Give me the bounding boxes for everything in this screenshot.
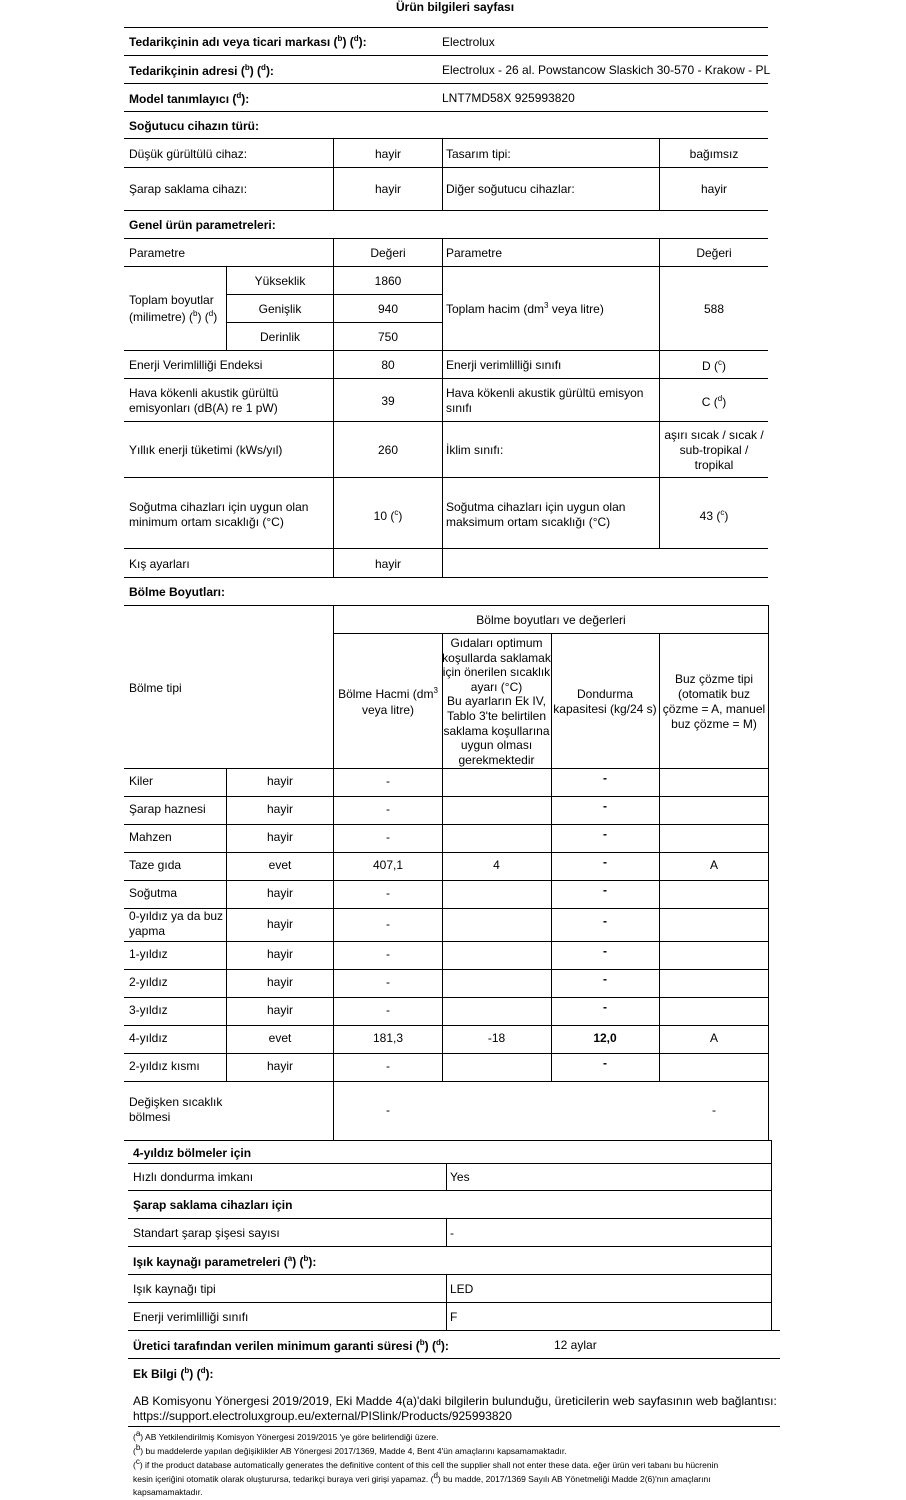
header-line: kapasitesi (kg/24 s) [553,702,657,716]
compartment-name: 1-yıldız [129,947,168,961]
divider [128,1330,780,1331]
extra-info-link[interactable]: https://support.electroluxgroup.eu/external/PISlink/Products/925993820 [133,1409,512,1423]
noise-class-label-2: sınıfı [446,401,473,415]
supplier-name-label: Tedarikçinin adı veya ticari markası ($^b$) ($^d$): [129,34,367,49]
compartment-name: Mahzen [129,830,172,844]
compartment-freezing-capacity: - [603,913,607,928]
model-value: LNT7MD58X 925993820 [442,91,575,105]
max-temp-label-2: maksimum ortam sıcaklığı (°C) [446,515,611,529]
warranty-label: Üretici tarafından verilen minimum garanti süresi ($^b$) ($^d$): [133,1338,449,1353]
divider [659,238,660,548]
compartment-defrost-type: - [712,1102,716,1117]
divider [124,768,768,769]
compartment-volume: - [386,1003,390,1017]
header-line: ayarı (°C) [470,679,523,694]
noise-class-label: Hava kökenli akustik gürültü emisyon [446,386,644,400]
depth-label: Derinlik [259,330,300,344]
divider [124,941,768,942]
divider [128,1246,772,1247]
divider [124,969,768,970]
compartment-name: 4-yıldız [129,1031,168,1045]
divider [333,605,334,1140]
noise-label: Hava kökenli akustik gürültü [129,386,279,400]
compartment-defrost-type: A [709,1031,718,1045]
compartment-type-header: Bölme tipi [129,681,182,695]
supplier-address-value: Electrolux - 26 al. Powstancow Slaskich 30-570 - Krakow - PL [442,63,771,77]
climate-class-value: aşırı sıcak / sıcak / [664,428,764,442]
compartment-present: hayir [266,802,293,816]
divider [128,1302,772,1303]
compartment-volume: - [386,916,390,931]
compartment-name: Değişken sıcaklık [129,1094,223,1109]
climate-class-label: İklim sınıfı: [446,443,504,457]
compartment-volume: 181,3 [372,1031,404,1045]
other-appliance-value: hayir [700,182,727,196]
light-class-label: Enerji verimlilliği sınıfı [133,1310,249,1324]
compartment-temperature: -18 [487,1031,506,1045]
compartment-name: 2-yıldız [129,975,168,989]
divider [226,322,442,323]
compartment-present: hayir [266,916,293,931]
divider [442,768,443,1081]
annual-energy-value: 260 [377,443,399,457]
divider [124,378,768,379]
energy-class-label: Enerji verimlilliği sınıfı [446,358,562,372]
compartment-present: evet [268,1031,292,1045]
compartment-freezing-capacity: - [603,972,607,986]
header-line: için önerilen sıcaklık [442,665,551,680]
divider [124,350,768,351]
compartment-name: 0-yıldız ya da buz [129,908,224,923]
compartment-freezing-capacity: - [603,827,607,841]
noise-label-2: emisyonları (dB(A) re 1 pW) [129,401,278,415]
light-heading: Işık kaynağı parametreleri ($^a$) ($^b$): [133,1254,317,1269]
compartment-present: hayir [266,947,293,961]
divider [124,997,768,998]
light-type-label: Işık kaynağı tipi [133,1282,216,1296]
appliance-type-heading: Soğutucu cihazın türü: [129,119,259,133]
wine-appliance-label: Şarap saklama cihazı: [129,182,248,196]
divider [659,633,660,768]
footnote-c-2: kesin içeriğini otomatik olarak oluşturursa, tedarikçi buraya veri girişi yapamaz. ($^d$) bu madde, 2017/1369 Sayılı AB Yönetmeliği Madde 2(6)'nın amaçlarını [133,1471,711,1484]
footnote-c-3: kapsamamaktadır. [133,1487,203,1497]
compartment-present: hayir [266,1059,293,1073]
divider [124,421,768,422]
fast-freeze-label: Hızlı dondurma imkanı [133,1170,254,1184]
divider [124,605,768,606]
compartment-temperature: 4 [493,858,500,872]
compartment-name: Soğutma [129,886,178,900]
compartment-volume: - [386,830,390,844]
divider [124,55,768,56]
compartment-volume: - [386,802,390,816]
divider [442,238,443,577]
other-appliance-label: Diğer soğutucu cihazlar: [446,182,575,196]
compartment-name: 3-yıldız [129,1003,168,1017]
divider [128,1358,780,1359]
footnote-c: ($^c$) if the product database automatically generates the definitive content of this cell the supplier shall not enter these data. eğer ürün veri tabanı bu hücrenin [133,1457,719,1470]
compartment-present: hayir [266,830,293,844]
divider [551,633,552,768]
page-title: Ürün bilgileri sayfası [396,0,515,14]
compartment-name: Kiler [129,774,154,788]
dimensions-label: Toplam boyutlar [129,293,214,307]
header-line: (otomatik buz [677,687,751,701]
energy-class-value: D ($^c$) [702,358,726,373]
eei-label: Enerji Verimlilliği Endeksi [129,358,263,372]
depth-value: 750 [377,330,399,344]
supplier-address-label: Tedarikçinin adresi ($^b$) ($^d$): [129,63,274,78]
compartment-name-2: yapma [129,923,166,938]
supplier-name-value: Electrolux [442,35,495,49]
divider [226,266,227,350]
divider [442,633,443,768]
compartment-present: hayir [266,774,293,788]
divider [551,768,552,1081]
header-line: gerekmektedir [458,752,535,767]
divider [124,548,768,549]
compartment-volume: 407,1 [372,858,404,872]
model-label: Model tanımlayıcı ($^d$): [129,91,250,106]
divider [124,852,768,853]
header-line: buz çözme = M) [671,717,757,731]
divider [333,238,334,577]
compartment-volume: - [386,975,390,989]
compartment-group-header: Bölme boyutları ve değerleri [476,613,626,627]
divider [124,27,768,28]
total-volume-value: 588 [703,302,725,316]
divider [124,796,768,797]
width-label: Genişlik [258,302,302,316]
col-value-header: Değeri [370,246,406,260]
compartment-volume: - [386,947,390,961]
compartment-name: 2-yıldız kısmı [129,1059,200,1073]
wine-bottles-label: Standart şarap şişesi sayısı [133,1226,280,1240]
low-noise-value: hayir [374,147,401,161]
compartment-freezing-capacity: - [603,771,607,785]
annual-energy-label: Yıllık enerji tüketimi (kWs/yıl) [129,443,283,457]
compartment-volume: - [386,886,390,900]
col-param-header: Parametre [446,246,503,260]
min-temp-label: Soğutma cihazları için uygun olan [129,500,309,514]
compartments-heading: Bölme Boyutları: [129,585,226,599]
eei-value: 80 [381,358,395,372]
compartment-volume-header: Bölme Hacmi ($dm^3$ [338,686,438,701]
header-line: Gıdaları optimum [450,636,543,650]
divider [333,138,334,210]
header-line: uygun olması [460,738,533,753]
divider [124,210,768,211]
dimensions-unit-label: (milimetre) ($^b$) ($^d$) [129,309,218,324]
wine-heading: Şarap saklama cihazları için [133,1198,293,1212]
divider [659,138,660,210]
col-param-header: Parametre [129,246,186,260]
compartment-volume: - [386,1102,390,1117]
low-noise-label: Düşük gürültülü cihaz: [129,147,248,161]
divider [124,1053,768,1054]
extra-info-text: AB Komisyonu Yönergesi 2019/2019, Eki Madde 4(a)'daki bilgilerin bulunduğu, üreticilerin web sayfasının web bağlantısı: [133,1394,777,1408]
compartment-volume: - [386,1059,390,1073]
design-value: bağımsız [689,147,739,161]
divider [442,138,443,210]
compartment-freezing-capacity: - [603,1056,607,1070]
height-label: Yükseklik [254,274,306,288]
divider [226,294,442,295]
compartment-present: hayir [266,1003,293,1017]
compartment-freezing-capacity: 12,0 [593,1031,617,1045]
divider [124,1081,768,1082]
header-line: koşullarda saklamak [442,650,551,665]
header-line: saklama koşullarına [443,723,550,738]
four-star-heading: 4-yıldız bölmeler için [133,1146,252,1160]
winter-value: hayir [374,557,401,571]
warranty-value: 12 aylar [554,1338,597,1352]
divider [128,1190,772,1191]
compartment-freezing-capacity: - [603,855,607,869]
divider [124,477,768,478]
wine-bottles-value: - [450,1226,454,1240]
divider [128,1218,772,1219]
compartment-freezing-capacity: - [603,944,607,958]
divider [446,1274,447,1330]
divider [124,138,768,139]
divider [124,1025,768,1026]
compartment-name: Taze gıda [129,858,182,872]
extra-info-heading: Ek Bilgi ($^b$) ($^d$): [133,1366,214,1381]
compartment-volume: - [386,774,390,788]
compartment-freezing-capacity: - [603,799,607,813]
compartment-freezing-capacity: - [603,883,607,897]
max-temp-label: Soğutma cihazları için uygun olan [446,500,626,514]
divider [446,1218,447,1246]
header-line: Buz çözme tipi [674,672,754,686]
design-label: Tasarım tipi: [446,147,511,161]
divider [768,605,769,1140]
divider [124,266,768,267]
climate-class-value-3: tropikal [694,458,734,472]
divider [446,1163,447,1190]
compartment-defrost-type: A [709,858,718,872]
footnote-b: ($^b$) bu maddelerde yapılan değişiklikler AB Yönergesi 2017/1369, Madde 4, Bent 4'ün amaçlarını kapsamamaktadır. [133,1443,567,1456]
total-volume-label: Toplam hacim ($dm^3$ veya litre) [446,301,604,316]
divider [771,1140,772,1330]
header-line: Bu ayarların Ek IV, [447,694,546,709]
divider [124,83,768,84]
col-value-header: Değeri [696,246,732,260]
noise-value: 39 [381,394,395,408]
divider [128,1163,772,1164]
climate-class-value-2: sub-tropikal / [679,443,749,457]
divider [226,768,227,1081]
compartment-freezing-capacity: - [603,1000,607,1014]
divider [124,880,768,881]
divider [124,111,768,112]
winter-label: Kış ayarları [129,557,190,571]
divider [128,1426,780,1427]
divider [124,238,768,239]
wine-appliance-value: hayir [374,182,401,196]
fast-freeze-value: Yes [450,1170,470,1184]
compartment-present: hayir [266,886,293,900]
header-line: Tablo 3'te belirtilen [446,709,547,723]
width-value: 940 [377,302,399,316]
light-type-value: LED [450,1282,474,1296]
height-value: 1860 [374,274,402,288]
compartment-present: hayir [266,975,293,989]
noise-class-value: C ($^d$) [701,394,727,409]
divider [128,1274,772,1275]
header-line: Dondurma [576,687,634,701]
min-temp-label-2: minimum ortam sıcaklığı (°C) [129,515,284,529]
divider [124,577,768,578]
header-line: çözme = A, manuel [662,702,766,716]
footnote-a: ($^a$) AB Yetkilendirilmiş Komisyon Yönergesi 2019/2015 'ye göre belirlendiği üzere. [133,1429,439,1442]
divider [124,824,768,825]
divider [124,167,768,168]
compartment-name-2: bölmesi [129,1109,171,1124]
divider [124,1140,772,1141]
max-temp-value: 43 ($^c$) [699,508,729,523]
general-heading: Genel ürün parametreleri: [129,218,276,232]
compartment-volume-header-2: veya litre) [361,703,414,717]
divider [659,768,660,1081]
min-temp-value: 10 ($^c$) [373,508,403,523]
light-class-value: F [450,1310,458,1324]
compartment-present: evet [268,858,292,872]
compartment-name: Şarap haznesi [129,802,206,816]
